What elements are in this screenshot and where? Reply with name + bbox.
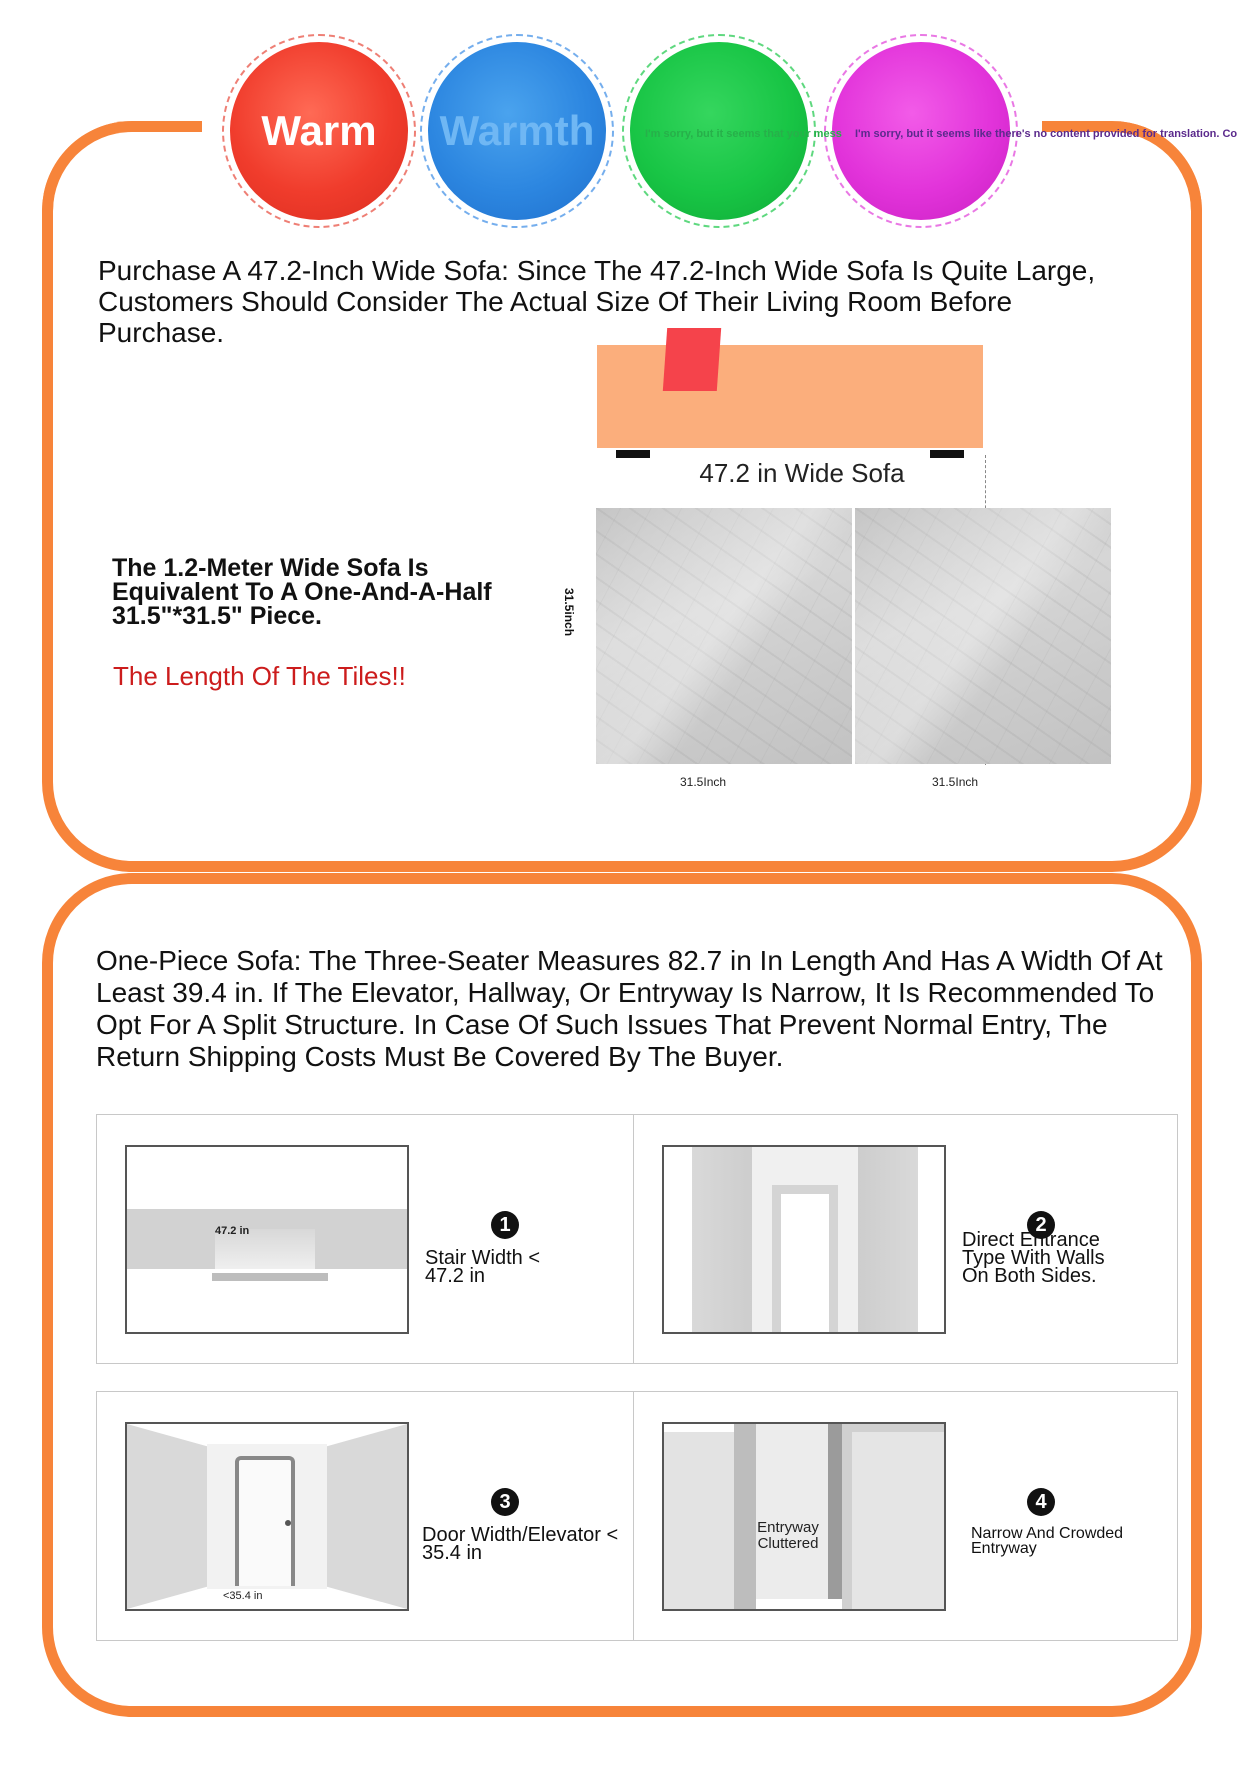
warmth-bubble (428, 42, 606, 220)
direct-entrance-card (633, 1114, 1178, 1364)
warm-bubble-label: Warm (261, 107, 377, 154)
tile-width-label-1: 31.5Inch (680, 775, 727, 789)
sofa-leg-left (616, 450, 650, 458)
sofa-width-label: 47.2 in Wide Sofa (699, 458, 905, 488)
sofa-leg-right (930, 450, 964, 458)
stair-edge (212, 1273, 328, 1281)
sofa-illustration (597, 345, 983, 448)
door-dimension-label: <35.4 in (223, 1590, 263, 1602)
door-width-card (96, 1391, 641, 1641)
narrow-entryway-card (633, 1391, 1178, 1641)
corridor-scene (662, 1145, 946, 1334)
corridor-left-wall (692, 1147, 752, 1332)
marble-tile-1 (596, 508, 852, 764)
step-number-4: 4 (1027, 1488, 1055, 1516)
door-knob (285, 1520, 291, 1526)
sofa-cushion (663, 328, 721, 391)
magenta-bubble-note: I'm sorry, but it seems like there's no content provided for translation. Co (855, 128, 1238, 140)
stair-width-card (96, 1114, 641, 1364)
direct-entrance-caption: Direct Entrance Type With Walls On Both Sides. (962, 1229, 1105, 1287)
entryway-scene (662, 1422, 946, 1611)
narrow-entryway-caption: Narrow And Crowded Entryway (971, 1525, 1124, 1557)
warm-bubble (230, 42, 408, 220)
stair-dimension-label: 47.2 in (215, 1225, 250, 1237)
sofa-size-description: Purchase A 47.2-Inch Wide Sofa: Since The 47.2-Inch Wide Sofa Is Quite Large, Customers Should Consider The Actual Size Of Their Living Room Before Purchase. (98, 255, 1096, 348)
step-number-1: 1 (491, 1211, 519, 1239)
entryway-right-panel (852, 1432, 944, 1609)
one-piece-sofa-description: One-Piece Sofa: The Three-Seater Measures 82.7 in In Length And Has A Width Of At Least 39.4 in. If The Elevator, Hallway, Or Entryway Is Narrow, It Is Recommended To Opt For A Split Structure. In Case Of Such Issues That Prevent Normal Entry, The Return Shipping Costs Must Be Covered By The Buyer. (96, 945, 1163, 1072)
entryway-middle-panel (756, 1424, 828, 1599)
tile-height-label: 31.5inch (562, 588, 576, 637)
door-scene (125, 1422, 409, 1611)
step-number-3: 3 (491, 1488, 519, 1516)
stair-scene (125, 1145, 409, 1334)
tile-length-highlight: The Length Of The Tiles!! (113, 661, 406, 691)
door-right-wall (327, 1424, 407, 1609)
entryway-scene-label: Entryway Cluttered (757, 1519, 819, 1552)
stair-width-caption: Stair Width < 47.2 in (425, 1247, 541, 1287)
door-left-wall (127, 1424, 207, 1609)
corridor-right-wall (858, 1147, 918, 1332)
entryway-post (828, 1424, 842, 1599)
tile-comparison-caption: The 1.2-Meter Wide Sofa Is Equivalent To A One-And-A-Half 31.5"*31.5" Piece. (112, 554, 492, 630)
entryway-left-edge (734, 1424, 756, 1609)
warmth-bubble-label: Warmth (439, 107, 595, 154)
tile-width-label-2: 31.5Inch (932, 775, 979, 789)
marble-tile-2 (855, 508, 1111, 764)
corridor-doorway (772, 1185, 838, 1332)
entryway-left-panel (664, 1432, 734, 1609)
step-number-2: 2 (1027, 1211, 1055, 1239)
door-width-caption: Door Width/Elevator < 35.4 in (422, 1524, 619, 1564)
green-bubble-note: I'm sorry, but it seems that your mess (645, 128, 842, 140)
